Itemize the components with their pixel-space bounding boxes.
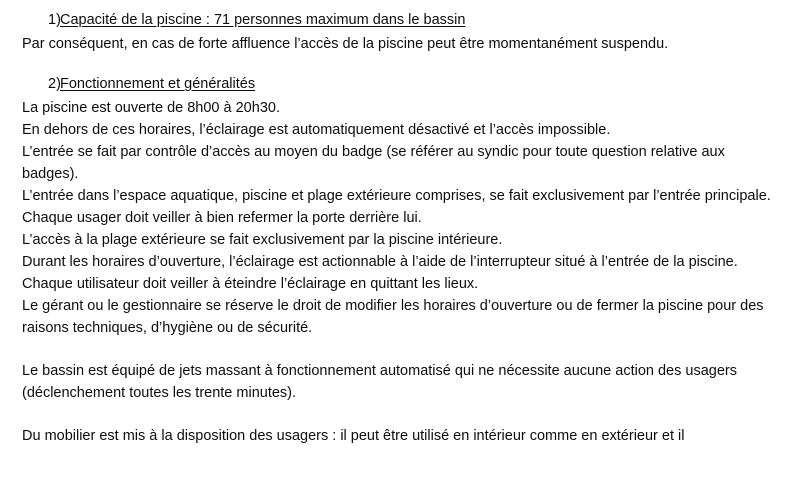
section-2-paragraph-7: Le gérant ou le gestionnaire se réserve le droit de modifier les horaires d’ouverture ou de fermer la piscine pour des raisons techniques, d’hygiène ou de sécurité. — [22, 298, 764, 337]
extra-paragraph-1: Le bassin est équipé de jets massant à fonctionnement automatisé qui ne nécessite aucune action des usagers (déclenchement toutes les trente minutes). — [22, 363, 737, 402]
section-2 — [22, 74, 778, 339]
section-2-title: Fonctionnement et généralités — [60, 76, 256, 93]
section-2-paragraph-6: Durant les horaires d’ouverture, l’éclairage est actionnable à l’aide de l’interrupteur situé à l’entrée de la piscine. Chaque utilisateur doit veiller à éteindre l’éclairage en quittant les lieux. — [22, 254, 738, 293]
spacer-after-section-1 — [22, 55, 778, 74]
section-1 — [22, 10, 778, 55]
section-2-heading — [22, 74, 778, 95]
section-1-paragraph-1: Par conséquent, en cas de forte affluence l’accès de la piscine peut être momentanément suspendu. — [22, 36, 669, 53]
section-2-paragraph-5: L’accès à la plage extérieure se fait exclusivement par la piscine intérieure. — [22, 232, 503, 249]
section-1-heading — [22, 10, 778, 31]
section-2-paragraph-3: L’entrée se fait par contrôle d’accès au moyen du badge (se référer au syndic pour toute question relative aux badges). — [22, 144, 725, 183]
spacer-before-extra-1 — [22, 339, 778, 360]
section-1-title: Capacité de la piscine : 71 personnes maximum dans le bassin — [60, 12, 466, 28]
section-1-number: 1) — [48, 12, 61, 28]
spacer-before-extra-2 — [22, 404, 778, 425]
extra-paragraph-2: Du mobilier est mis à la disposition des usagers : il peut être utilisé en intérieur comme en extérieur et il — [22, 428, 685, 445]
section-2-paragraph-2: En dehors de ces horaires, l’éclairage est automatiquement désactivé et l’accès impossible. — [22, 122, 611, 139]
section-2-paragraph-1: La piscine est ouverte de 8h00 à 20h30. — [22, 100, 280, 117]
section-2-number: 2) — [48, 76, 61, 93]
section-2-paragraph-4: L’entrée dans l’espace aquatique, piscine et plage extérieure comprises, se fait exclusivement par l’entrée principale. Chaque usager doit veiller à bien refermer la porte derrière lui. — [22, 188, 771, 227]
